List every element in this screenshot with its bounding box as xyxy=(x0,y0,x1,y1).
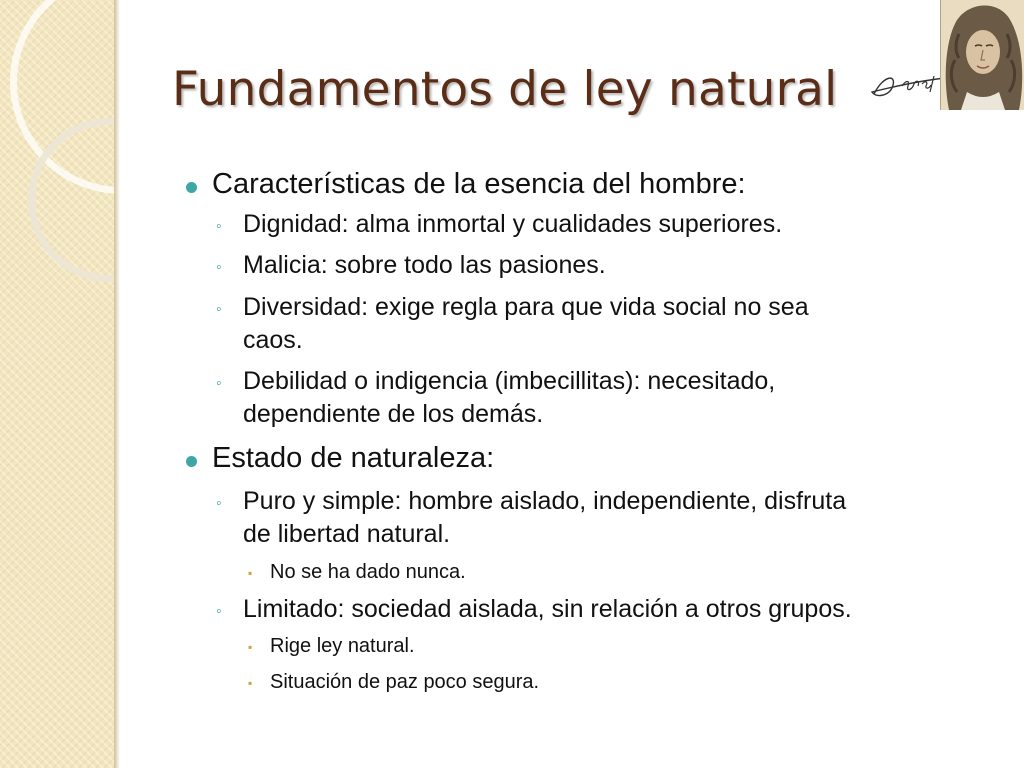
list-item: Debilidad o indigencia (imbecillitas): necesitado, xyxy=(243,367,776,395)
list-item: Características de la esencia del hombre: xyxy=(212,168,746,200)
list-item-continuation: de libertad natural. xyxy=(243,520,451,548)
list-item: Situación de paz poco segura. xyxy=(270,671,540,693)
list-item: Puro y simple: hombre aislado, independiente, disfruta xyxy=(243,487,847,515)
bullet-circle: ◦ xyxy=(216,301,222,318)
bullet-square: ▪ xyxy=(248,640,253,654)
list-item: Malicia: sobre todo las pasiones. xyxy=(243,251,606,279)
list-item: Dignidad: alma inmortal y cualidades superiores. xyxy=(243,210,783,238)
bullet-circle: ◦ xyxy=(216,259,222,276)
list-item: Limitado: sociedad aislada, sin relación a otros grupos. xyxy=(243,595,852,623)
list-item: Diversidad: exige regla para que vida social no sea xyxy=(243,293,809,321)
list-item-continuation: dependiente de los demás. xyxy=(243,400,544,428)
slide-title: Fundamentos de ley natural xyxy=(172,62,838,117)
bullet-dot xyxy=(186,182,197,193)
list-item: No se ha dado nunca. xyxy=(270,561,466,583)
bullet-square: ▪ xyxy=(248,676,253,690)
bullet-circle: ◦ xyxy=(216,495,222,512)
bullet-circle: ◦ xyxy=(216,218,222,235)
list-item: Estado de naturaleza: xyxy=(212,442,495,474)
list-item-continuation: caos. xyxy=(243,326,303,354)
list-item: Rige ley natural. xyxy=(270,635,415,657)
bullet-circle: ◦ xyxy=(216,603,222,620)
bullet-dot xyxy=(186,456,197,467)
bullet-circle: ◦ xyxy=(216,375,222,392)
bullet-square: ▪ xyxy=(248,566,253,580)
